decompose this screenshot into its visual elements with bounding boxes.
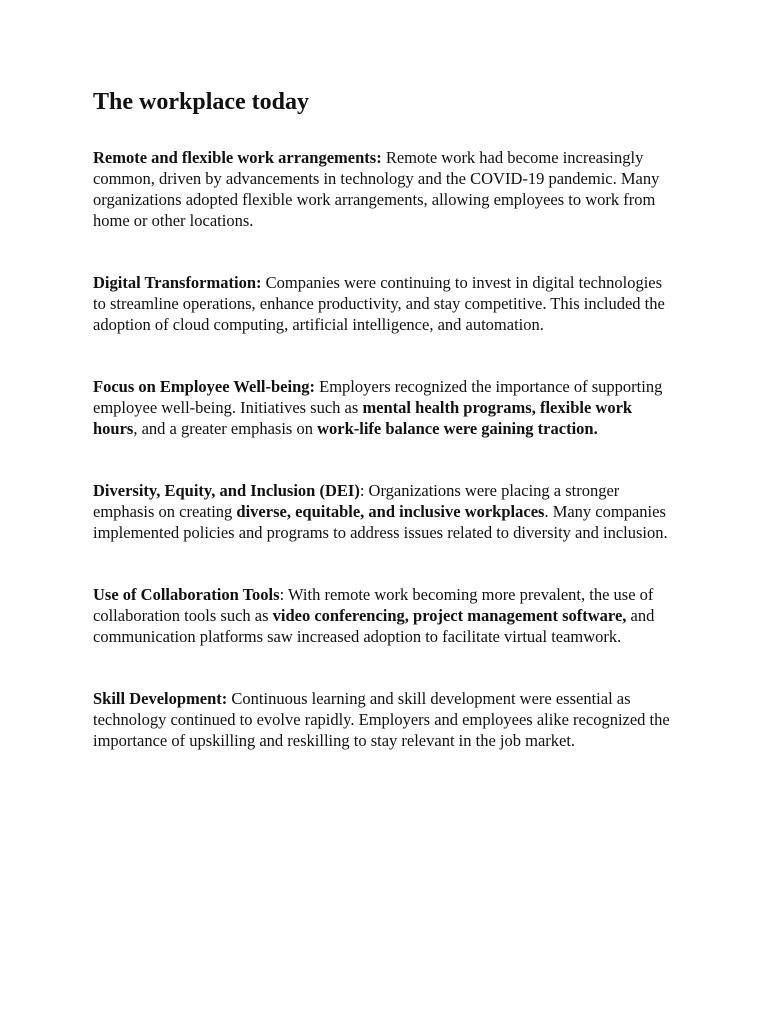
section-text: and communication platforms saw increased adoption to facilitate virtual teamwork. xyxy=(93,606,655,646)
section-digital-transformation xyxy=(93,272,678,335)
section-heading: Skill Development: xyxy=(93,689,228,708)
section-heading: Focus on Employee Well-being: xyxy=(93,377,315,396)
section-heading: Diversity, Equity, and Inclusion (DEI) xyxy=(93,481,360,500)
document-title: The workplace today xyxy=(93,89,309,115)
section-heading: Use of Collaboration Tools xyxy=(93,585,280,604)
section-heading: Remote and flexible work arrangements: xyxy=(93,148,382,167)
section-remote-work xyxy=(93,147,678,231)
section-emphasis: mental health programs, flexible work hours xyxy=(93,398,633,438)
section-text: Continuous learning and skill development were essential as technology continued to evolve rapidly. Employers and employees alike recognized the importance of upskilling and reskilling to stay relevant in the job market. xyxy=(93,689,670,750)
section-skill-development xyxy=(93,688,678,751)
section-emphasis: video conferencing, project management software, xyxy=(272,606,627,625)
section-collaboration-tools xyxy=(93,584,678,647)
section-text: Companies were continuing to invest in digital technologies to streamline operations, enhance productivity, and stay competitive. This included the adoption of cloud computing, artificial intelligence, and automation. xyxy=(93,273,665,334)
section-dei xyxy=(93,480,678,543)
section-text: . Many companies implemented policies and programs to address issues related to diversity and inclusion. xyxy=(93,502,668,542)
section-text: Employers recognized the importance of supporting employee well-being. Initiatives such as xyxy=(93,377,663,417)
section-heading: Digital Transformation: xyxy=(93,273,262,292)
section-text: : With remote work becoming more prevalent, the use of collaboration tools such as xyxy=(93,585,654,625)
section-employee-wellbeing xyxy=(93,376,678,439)
section-text: Remote work had become increasingly common, driven by advancements in technology and the COVID-19 pandemic. Many organizations adopted flexible work arrangements, allowing employees to work from home or other locations. xyxy=(93,148,660,230)
section-text: , and a greater emphasis on xyxy=(133,419,318,438)
section-text: : Organizations were placing a stronger emphasis on creating xyxy=(93,481,620,521)
section-emphasis: diverse, equitable, and inclusive workplaces xyxy=(236,502,545,521)
section-emphasis: work-life balance were gaining traction. xyxy=(317,419,598,438)
